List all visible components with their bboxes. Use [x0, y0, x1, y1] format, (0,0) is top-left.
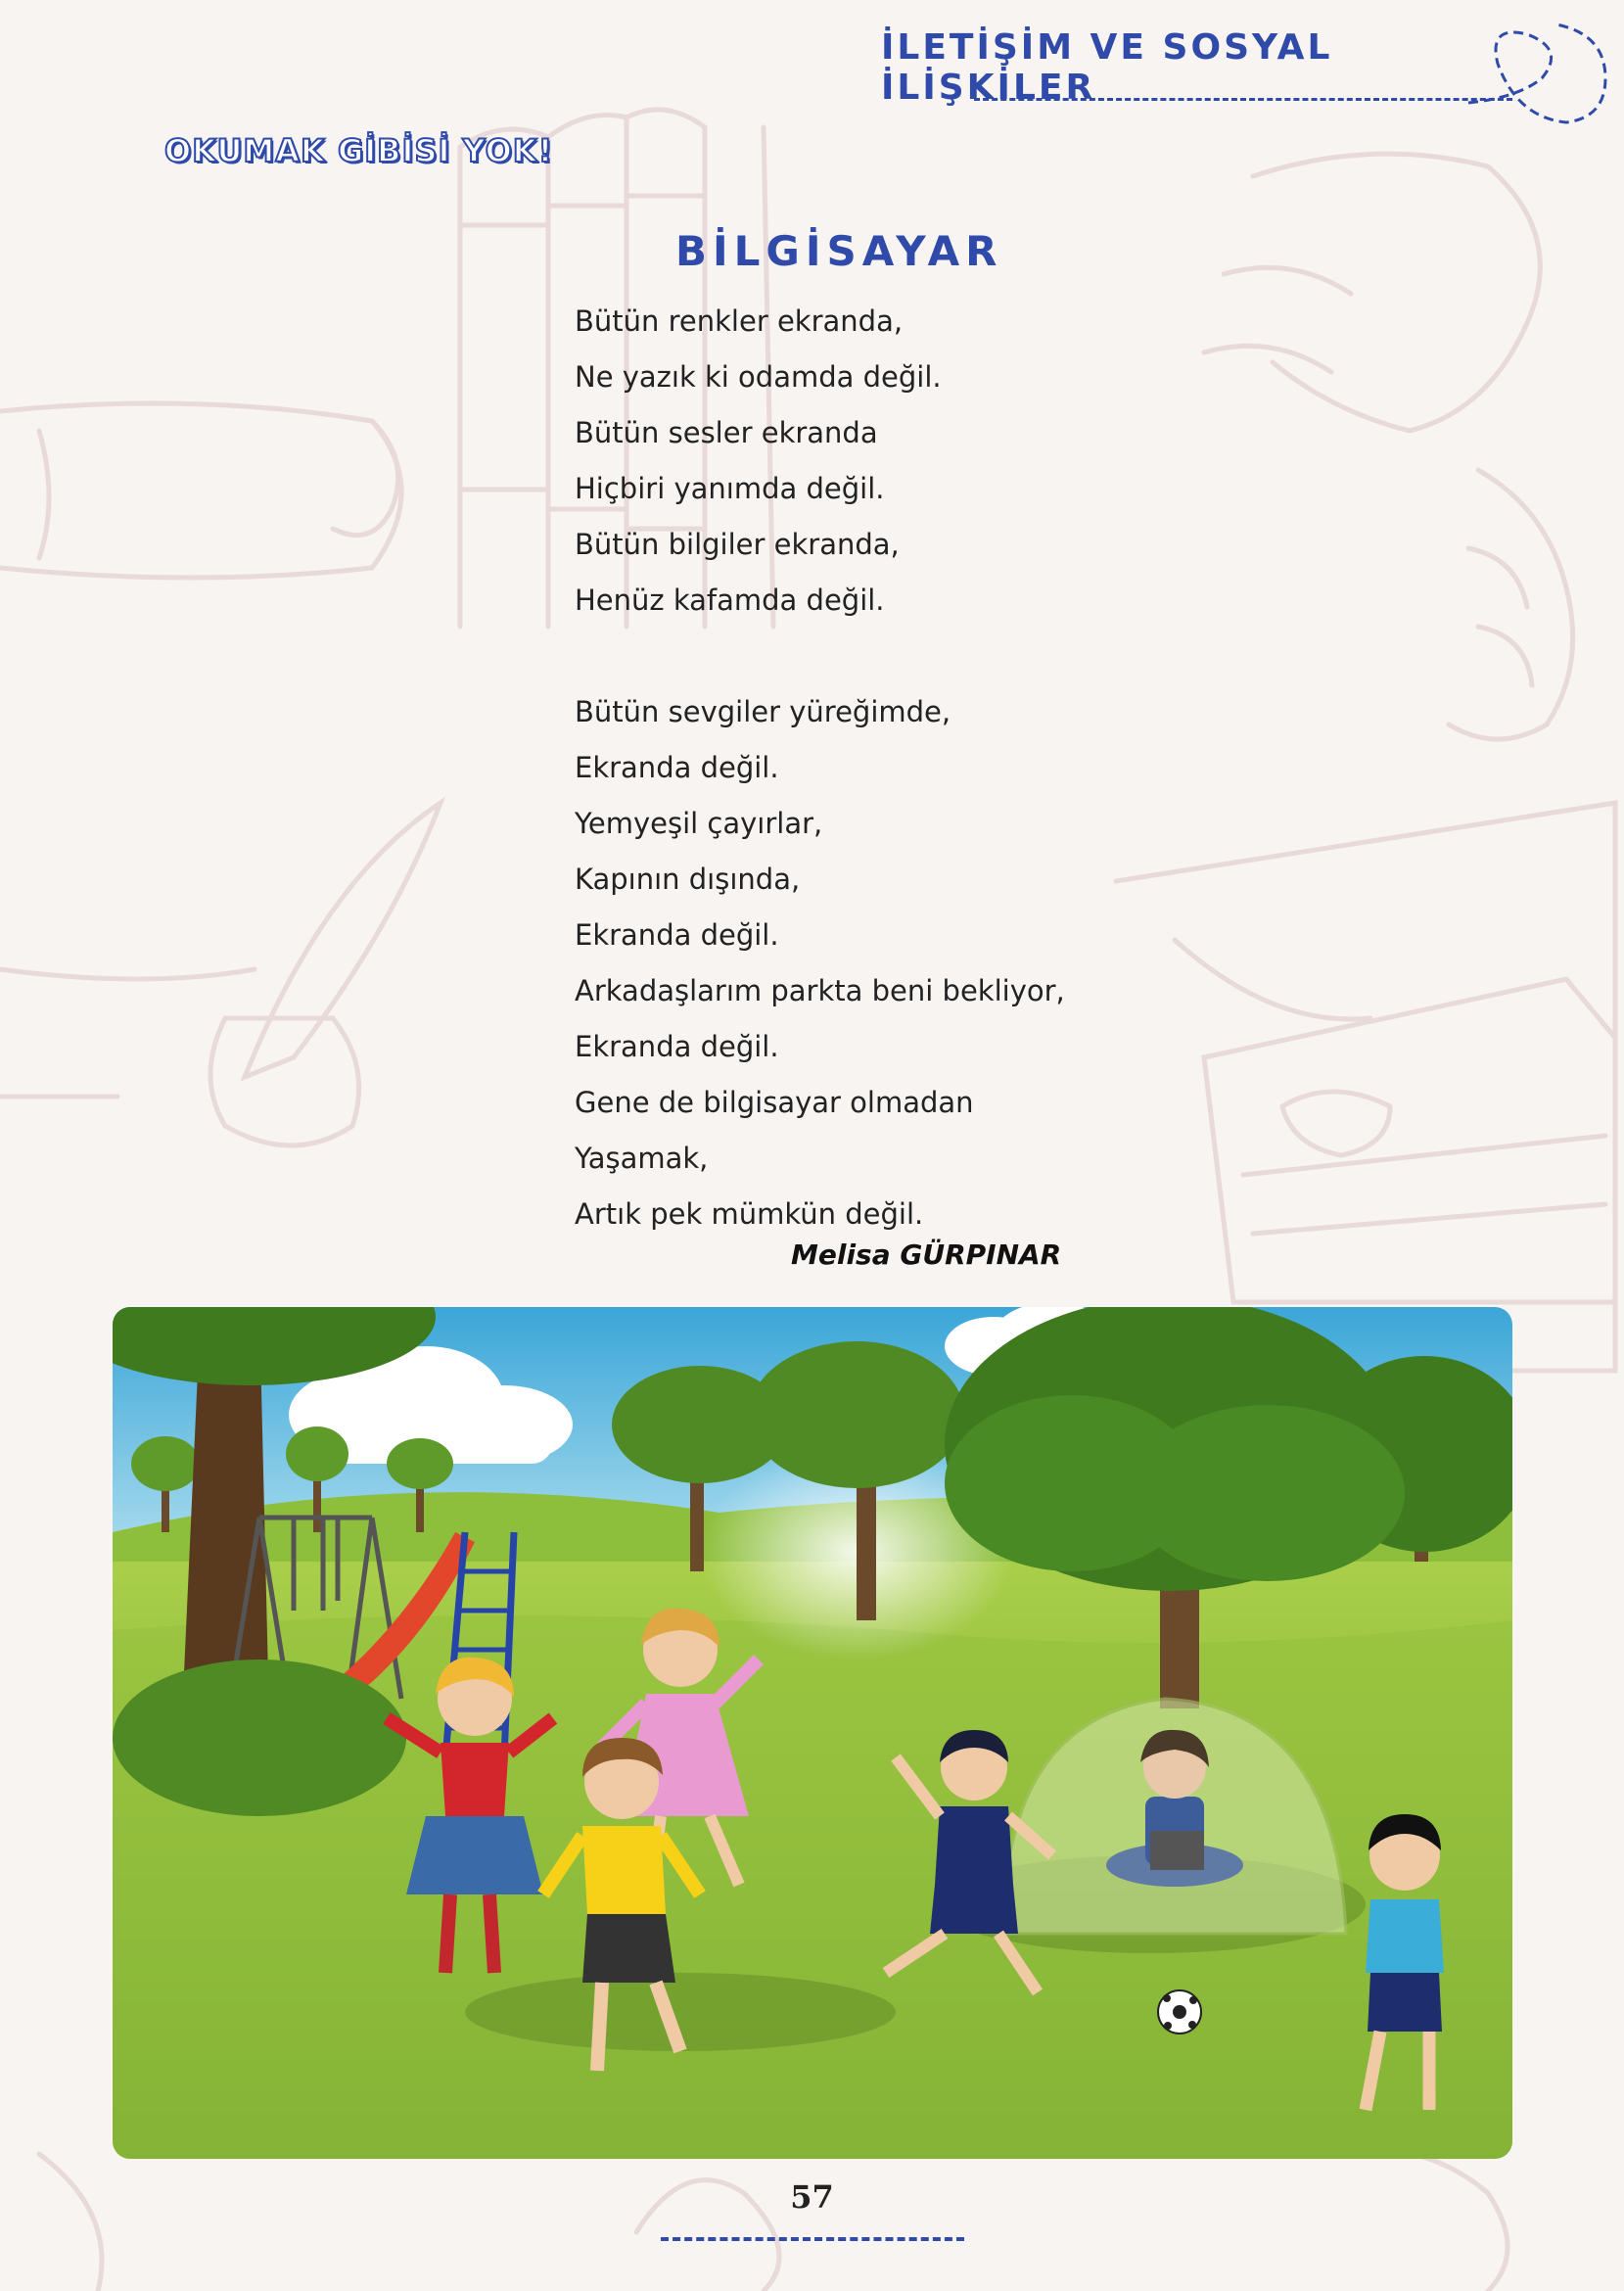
poem-line: Bütün bilgiler ekranda,: [575, 528, 900, 561]
poem-line: Ekranda değil.: [575, 1030, 779, 1063]
page-number: 57: [790, 2178, 834, 2216]
poem-line: Bütün renkler ekranda,: [575, 304, 904, 338]
poem-line: Artık pek mümkün değil.: [575, 1197, 924, 1231]
poem-line: Yemyeşil çayırlar,: [575, 807, 823, 840]
poem-title: BİLGİSAYAR: [675, 227, 1003, 275]
park-scene: [113, 1307, 1512, 2159]
footer-underline: [661, 2237, 964, 2241]
poem-line: Yaşamak,: [575, 1142, 709, 1175]
poem-author: Melisa GÜRPINAR: [791, 1239, 1062, 1271]
poem-line: Ekranda değil.: [575, 751, 779, 784]
poem-line: Henüz kafamda değil.: [575, 584, 885, 617]
poem-body: [575, 294, 1123, 1242]
chapter-title-underline: [974, 98, 1512, 101]
park-illustration: [113, 1307, 1512, 2159]
section-label: OKUMAK GİBİSİ YOK!: [164, 132, 554, 169]
poem-line: Bütün sevgiler yüreğimde,: [575, 695, 951, 728]
poem-line: Ne yazık ki odamda değil.: [575, 360, 942, 394]
poem-line: Ekranda değil.: [575, 918, 779, 952]
chapter-title: İLETİŞİM VE SOSYAL İLİŞKİLER: [881, 27, 1333, 108]
poem-line: Hiçbiri yanımda değil.: [575, 472, 885, 505]
poem-line: Bütün sesler ekranda: [575, 416, 878, 449]
soccer-ball: [1158, 1990, 1201, 2034]
header-swirl-ornament: [1459, 10, 1624, 137]
poem-line: Arkadaşlarım parkta beni bekliyor,: [575, 974, 1065, 1007]
poem-line: Kapının dışında,: [575, 863, 801, 896]
poem-line: Gene de bilgisayar olmadan: [575, 1086, 974, 1119]
stanza-gap: [575, 629, 1123, 684]
